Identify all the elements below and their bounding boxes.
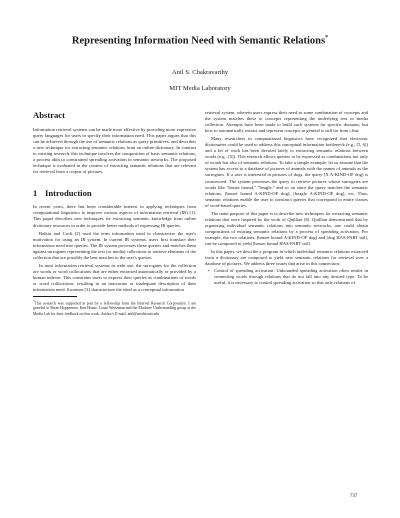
intro-paragraph: In most information retrieval systems in wide use, the surrogates for the collection are words or word collocations that are either extracted automatically or provided by a human indexer. This constrains users to express their queries as combinations of words or word collocations, resulting in an inaccurate or inadequate description of their information need. Swanson [3] characterizes the ideal as a conceptual information — [33, 262, 196, 292]
footnote-text: This research was supported in part by a fellowship from the Interval Research Corporation. I am grateful to Brian Hoppensen, Ken Haase, Louie Weitzman and the Machine Understanding group at the Media Lab for their feedback on this work. Author's E-mail: anil@media.mit.edu — [33, 301, 196, 316]
intro-paragraph: In recent years, there has been considerable interest in applying techniques from computational linguistics to improve various aspects of information retrieval (IR) [1]. This paper describes new techniques for extracting semantic knowledge from online dictionary resources in order to provide better methods of expressing IR queries. — [33, 204, 196, 228]
issue-list — [205, 268, 368, 286]
right-column — [205, 110, 368, 286]
page-number: 737 — [350, 494, 358, 499]
author-name: Anil S. Chakravarthy — [171, 69, 229, 76]
body-paragraph: retrieval system, wherein users express their need as some combination of concepts and the system matches these to concepts representing the underlying text or media collection. Attempts have been made to build such systems for specific domains, but how to automatically extract and represent concepts in general is still far from clear. — [205, 110, 368, 134]
body-paragraph: In this paper, we describe a program in which individual semantic relations extracted from a dictionary are composed to yield new semantic relations for retrieval over a database of pictures. We address three issues that arise in this connection: — [205, 249, 368, 267]
left-column — [33, 110, 196, 317]
footnote-rule — [33, 296, 77, 297]
footnote — [33, 299, 196, 317]
section-title: Introduction — [45, 188, 92, 199]
list-item: • Control of spreading activation: Unbounded spreading activation often results in connecting words through relations that do not fall into any desired type. To be useful, it is necessary to control spreading activation so that only relations of — [214, 268, 368, 286]
title-text: Representing Information Need with Semantic Relations — [71, 35, 326, 47]
author-affiliation: MIT Media Laboratory — [169, 85, 231, 92]
body-paragraph: The main purpose of this paper is to describe new techniques for extracting semantic relations that were inspired by the work of Quillian [6]. Quillian demonstrated that by organizing individual semantic relations into semantic networks, one could obtain compositions of existing semantic relations by a process of spreading activation. For example, the two relations, [basset hound A-KIND-OF dog] and [dog HAS-PART tail], can be composed to yield [basset hound HAS-PART tail]. — [205, 210, 368, 246]
abstract-text: Information retrieval systems can be made more effective by providing more expressive query languages for users to specify their information need. This paper argues that this can be achieved through the use of semantic relations as query primitives, and describes a new technique for extracting semantic relations from an online dictionary. In contrast to existing research, this technique involves the composition of basic semantic relations, a process akin to constrained spreading activation in semantic networks. The proposed technique is evaluated in the context of extracting semantic relations that are relevant for retrieval from a corpus of pictures. — [33, 127, 196, 175]
paper-title — [20, 32, 380, 48]
footnote-mark: * — [33, 299, 35, 304]
section-number: 1 — [33, 188, 38, 199]
intro-paragraph: Belkin and Croft [2] used the term information need to characterize the user's motivation for using an IR system. In current IR systems, users first translate their information need into queries. The IR system processes these queries and matches them against surrogates representing the text (or media) collections to retrieve elements of the collection that are possibly the best matches to the user's queries. — [33, 230, 196, 260]
intro-heading — [33, 188, 196, 199]
title-footnote-mark: * — [325, 35, 329, 41]
abstract-heading: Abstract — [33, 110, 65, 120]
body-paragraph: Many researchers in computational linguistics have recognized that electronic dictionaries could be used to address this conceptual information bottleneck (e.g., [5, 6]) and a lot of work has been devoted lately to extracting semantic relations between words (e.g., [5]). This research allows queries to be expressed as combinations not only of words but also of semantic relations. To take a simple example, let us assume that the system has access to a database of pictures of animals with the names of animals as the surrogates. If a user is interested in pictures of dogs, the query [X A-KIND-OF dog] is constructed. The system processes the query to retrieve pictures whose surrogates are words like "basset hound," "beagle," and so on since the query matches the semantic relations, [basset hound A-KIND-OF dog], [beagle A-KIND-OF dog], etc. Thus, semantic relations enable the user to construct queries that correspond to entire classes of word-based queries. — [205, 136, 368, 208]
